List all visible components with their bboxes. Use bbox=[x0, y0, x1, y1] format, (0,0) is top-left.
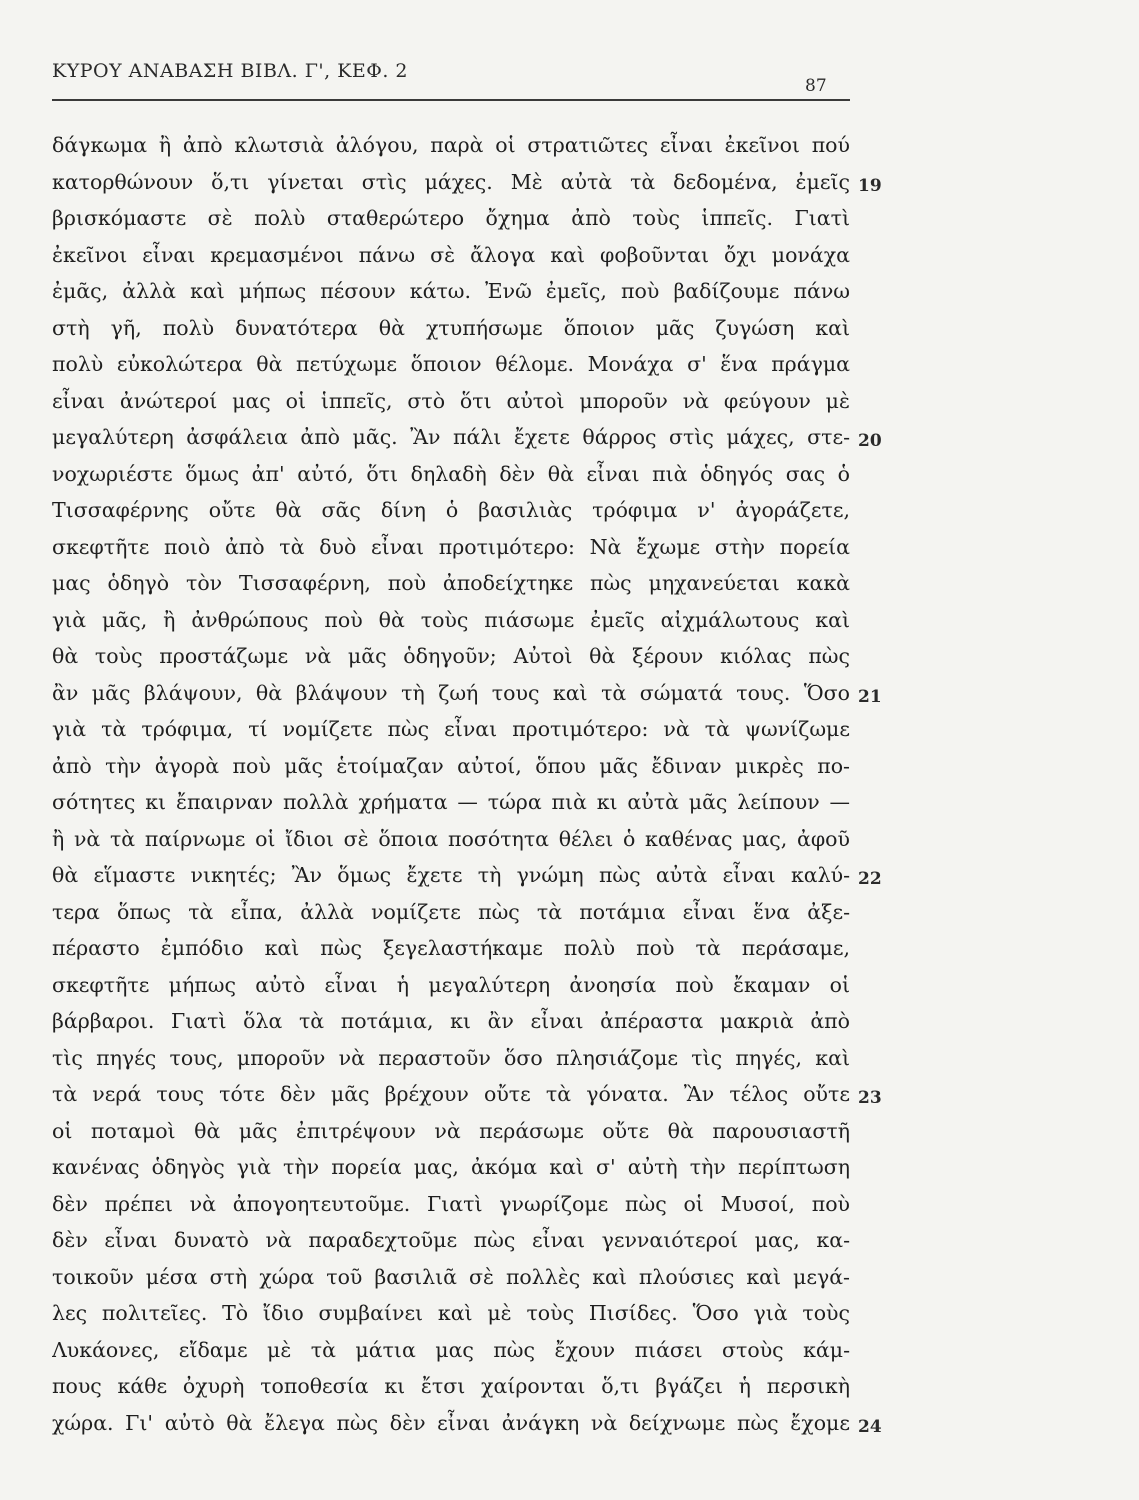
header-rule bbox=[52, 99, 850, 101]
text-line: νοχωριέστε ὅμως ἀπ' αὐτό, ὅτι δηλαδὴ δὲν θὰ εἶναι πιὰ ὁδηγός σας ὁ bbox=[52, 461, 850, 486]
text-line: πέραστο ἐμπόδιο καὶ πὼς ξεγελαστήκαμε πολὺ ποὺ τὰ περάσαμε, bbox=[52, 936, 850, 960]
text-line: μεγαλύτερη ἀσφάλεια ἀπὸ μᾶς. Ἂν πάλι ἔχετε θάρρος στὶς μάχες, στε- bbox=[52, 425, 850, 449]
text-line: εἶναι ἀνώτεροί μας οἱ ἱππεῖς, στὸ ὅτι αὐτοὶ μποροῦν νὰ φεύγουν μὲ bbox=[52, 388, 850, 413]
text-line: θὰ τοὺς προστάζωμε νὰ μᾶς ὁδηγοῦν; Αὐτοὶ θὰ ξέρουν κιόλας πὼς bbox=[52, 644, 850, 668]
section-number: 20 bbox=[858, 431, 882, 451]
text-line: στὴ γῆ, πολὺ δυνατότερα θὰ χτυπήσωμε ὅποιον μᾶς ζυγώση καὶ bbox=[52, 315, 850, 340]
text-line: τὰ νερά τους τότε δὲν μᾶς βρέχουν οὔτε τὰ γόνατα. Ἂν τέλος οὔτε bbox=[52, 1082, 850, 1106]
text-line: δὲν εἶναι δυνατὸ νὰ παραδεχτοῦμε πὼς εἶναι γενναιότεροί μας, κα- bbox=[52, 1228, 850, 1252]
page-number: 87 bbox=[805, 76, 827, 96]
text-line: ἀπὸ τὴν ἀγορὰ ποὺ μᾶς ἑτοίμαζαν αὐτοί, ὅπου μᾶς ἔδιναν μικρὲς πο- bbox=[52, 753, 850, 778]
text-line: ἐκεῖνοι εἶναι κρεμασμένοι πάνω σὲ ἄλογα καὶ φοβοῦνται ὄχι μονάχα bbox=[52, 242, 850, 267]
text-line: σκεφτῆτε ποιὸ ἀπὸ τὰ δυὸ εἶναι προτιμότερο: Νὰ ἔχωμε στὴν πορεία bbox=[52, 534, 850, 559]
text-line: σκεφτῆτε μήπως αὐτὸ εἶναι ἡ μεγαλύτερη ἀνοησία ποὺ ἔκαμαν οἱ bbox=[52, 972, 850, 997]
text-line: οἱ ποταμοὶ θὰ μᾶς ἐπιτρέψουν νὰ περάσωμε οὔτε θὰ παρουσιαστῆ bbox=[52, 1118, 850, 1143]
body-text bbox=[52, 127, 850, 1441]
section-number: 21 bbox=[858, 686, 882, 707]
text-line: τοικοῦν μέσα στὴ χώρα τοῦ βασιλιᾶ σὲ πολλὲς καὶ πλούσιες καὶ μεγά- bbox=[52, 1264, 850, 1289]
text-line: δάγκωμα ἢ ἀπὸ κλωτσιὰ ἀλόγου, παρὰ οἱ στρατιῶτες εἶναι ἐκεῖνοι πού bbox=[52, 133, 850, 157]
section-number: 23 bbox=[858, 1088, 882, 1108]
text-line: τερα ὅπως τὰ εἶπα, ἀλλὰ νομίζετε πὼς τὰ ποτάμια εἶναι ἕνα ἀξε- bbox=[52, 899, 850, 924]
running-title: ΚΥΡΟΥ ΑΝΑΒΑΣΗ ΒΙΒΛ. Γ', ΚΕΦ. 2 bbox=[52, 60, 408, 82]
text-line: ἢ νὰ τὰ παίρνωμε οἱ ἴδιοι σὲ ὅποια ποσότητα θέλει ὁ καθένας μας, ἀφοῦ bbox=[52, 826, 850, 851]
text-line: μας ὁδηγὸ τὸν Τισσαφέρνη, ποὺ ἀποδείχτηκε πὼς μηχανεύεται κακὰ bbox=[52, 571, 850, 595]
text-line: Λυκάονες, εἴδαμε μὲ τὰ μάτια μας πὼς ἔχουν πιάσει στοὺς κάμ- bbox=[52, 1337, 850, 1362]
text-line: γιὰ τὰ τρόφιμα, τί νομίζετε πὼς εἶναι προτιμότερο: νὰ τὰ ψωνίζωμε bbox=[52, 717, 850, 741]
section-number: 24 bbox=[858, 1416, 882, 1437]
text-line: Τισσαφέρνης οὔτε θὰ σᾶς δίνη ὁ βασιλιὰς τρόφιμα ν' ἀγοράζετε, bbox=[52, 498, 850, 522]
text-line: ἂν μᾶς βλάψουν, θὰ βλάψουν τὴ ζωή τους καὶ τὰ σώματά τους. Ὅσο bbox=[52, 680, 850, 705]
text-line: θὰ εἵμαστε νικητές; Ἂν ὅμως ἔχετε τὴ γνώμη πὼς αὐτὰ εἶναι καλύ- bbox=[52, 863, 850, 887]
text-line: κατορθώνουν ὅ,τι γίνεται στὶς μάχες. Μὲ αὐτὰ τὰ δεδομένα, ἐμεῖς bbox=[52, 169, 850, 194]
text-line: δὲν πρέπει νὰ ἀπογοητευτοῦμε. Γιατὶ γνωρίζομε πὼς οἱ Μυσοί, ποὺ bbox=[52, 1191, 850, 1216]
text-line: κανένας ὁδηγὸς γιὰ τὴν πορεία μας, ἀκόμα καὶ σ' αὐτὴ τὴν περίπτωση bbox=[52, 1155, 850, 1179]
text-line: βάρβαροι. Γιατὶ ὅλα τὰ ποτάμια, κι ἂν εἶναι ἀπέραστα μακριὰ ἀπὸ bbox=[52, 1009, 850, 1033]
text-line: πους κάθε ὀχυρὴ τοποθεσία κι ἔτσι χαίρονται ὅ,τι βγάζει ἡ περσικὴ bbox=[52, 1374, 850, 1398]
section-number: 22 bbox=[858, 869, 882, 889]
text-line: γιὰ μᾶς, ἢ ἀνθρώπους ποὺ θὰ τοὺς πιάσωμε ἐμεῖς αἰχμάλωτους καὶ bbox=[52, 607, 850, 632]
text-line: χώρα. Γι' αὐτὸ θὰ ἔλεγα πὼς δὲν εἶναι ἀνάγκη νὰ δείχνωμε πὼς ἔχομε bbox=[52, 1410, 850, 1435]
text-line: τὶς πηγές τους, μποροῦν νὰ περαστοῦν ὅσο πλησιάζομε τὶς πηγές, καὶ bbox=[52, 1045, 850, 1070]
text-line: λες πολιτεῖες. Τὸ ἴδιο συμβαίνει καὶ μὲ τοὺς Πισίδες. Ὅσο γιὰ τοὺς bbox=[52, 1301, 850, 1325]
text-line: πολὺ εὐκολώτερα θὰ πετύχωμε ὅποιον θέλομε. Μονάχα σ' ἕνα πράγμα bbox=[52, 352, 850, 376]
text-line: βρισκόμαστε σὲ πολὺ σταθερώτερο ὄχημα ἀπὸ τοὺς ἱππεῖς. Γιατὶ bbox=[52, 206, 850, 230]
text-line: ἐμᾶς, ἀλλὰ καὶ μήπως πέσουν κάτω. Ἐνῶ ἐμεῖς, ποὺ βαδίζουμε πάνω bbox=[52, 279, 850, 303]
text-line: σότητες κι ἔπαιρναν πολλὰ χρήματα — τώρα πιὰ κι αὐτὰ μᾶς λείπουν — bbox=[52, 790, 850, 814]
section-number: 19 bbox=[858, 175, 882, 196]
